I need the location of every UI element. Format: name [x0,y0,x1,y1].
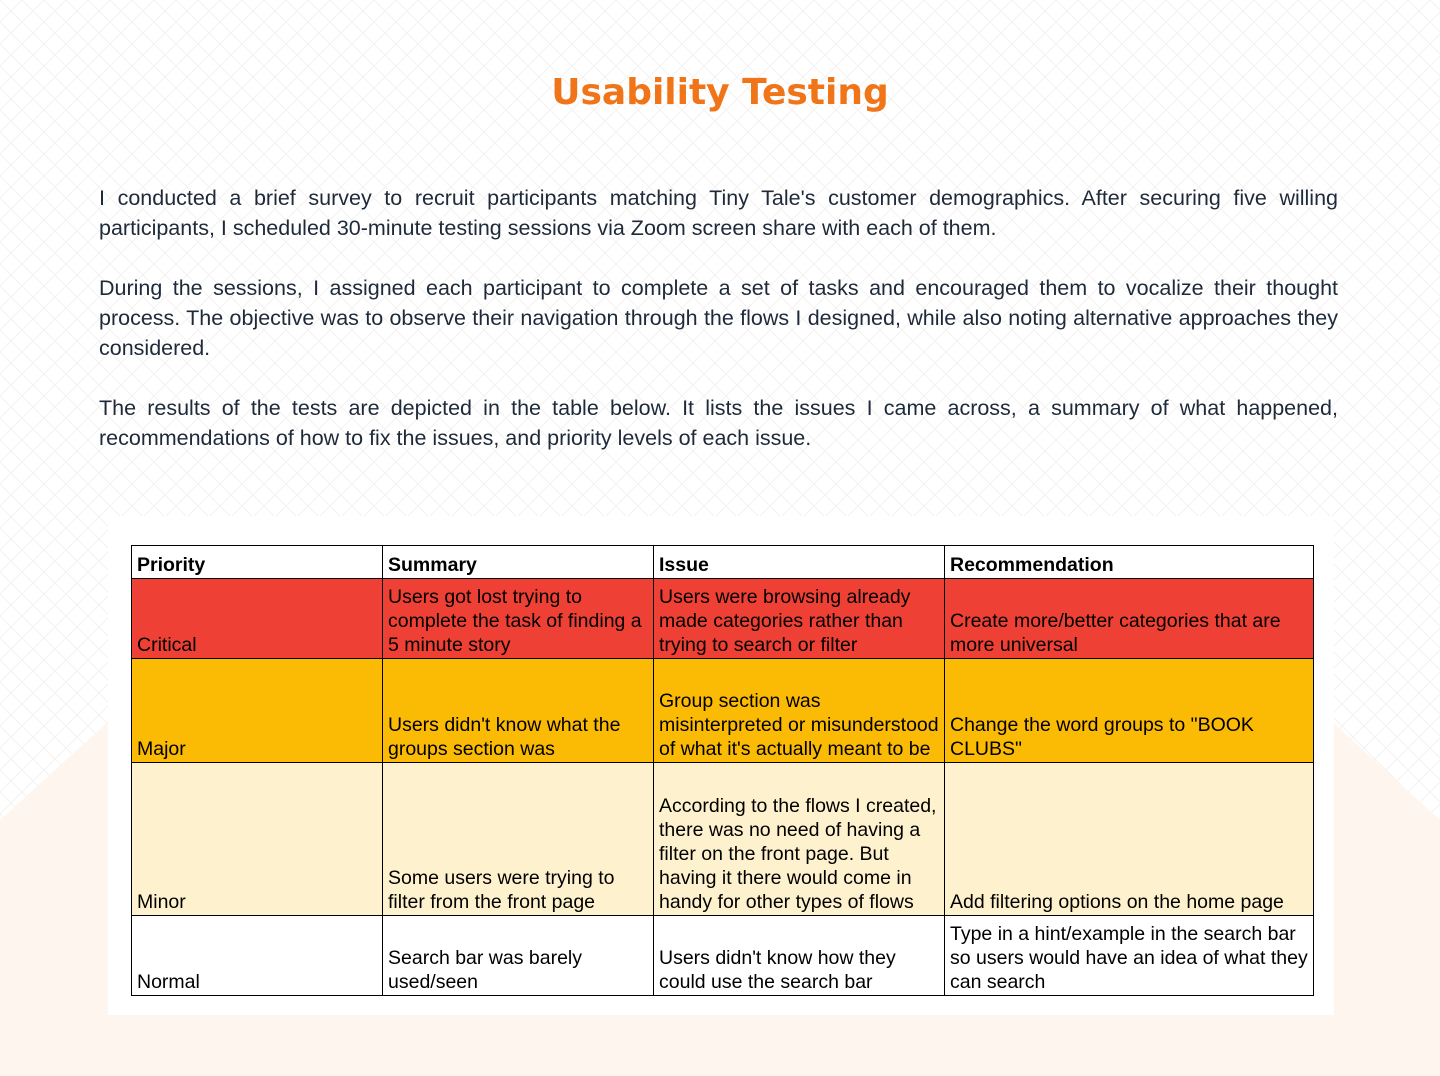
cell-summary: Users didn't know what the groups section was [383,659,654,763]
header-issue: Issue [654,546,945,579]
intro-paragraph-recruitment: I conducted a brief survey to recruit participants matching Tiny Tale's customer demographics. After securing five willing participants, I scheduled 30-minute testing sessions via Zoom screen share with each of them. [99,186,1338,240]
intro-paragraph-sessions: During the sessions, I assigned each participant to complete a set of tasks and encouraged them to vocalize their thought process. The objective was to observe their navigation through the flows I designed, while also noting alternative approaches they considered. [99,276,1338,360]
cell-recommendation: Create more/better categories that are more universal [945,579,1314,659]
header-priority: Priority [132,546,383,579]
cell-issue: Users were browsing already made categories rather than trying to search or filter [654,579,945,659]
table-row-critical [132,579,1314,659]
table-header-row [132,546,1314,579]
cell-recommendation: Change the word groups to "BOOK CLUBS" [945,659,1314,763]
cell-priority: Normal [132,916,383,996]
cell-priority: Minor [132,763,383,916]
cell-recommendation: Type in a hint/example in the search bar so users would have an idea of what they can search [945,916,1314,996]
table-row-minor [132,763,1314,916]
table-row-major [132,659,1314,763]
header-summary: Summary [383,546,654,579]
cell-priority: Critical [132,579,383,659]
cell-recommendation: Add filtering options on the home page [945,763,1314,916]
intro-paragraph-results: The results of the tests are depicted in the table below. It lists the issues I came across, a summary of what happened, recommendations of how to fix the issues, and priority levels of each issue. [99,396,1338,450]
cell-summary: Some users were trying to filter from the front page [383,763,654,916]
cell-priority: Major [132,659,383,763]
page-title: Usability Testing [551,72,889,113]
intro-text [99,183,1338,483]
cell-issue: Users didn't know how they could use the search bar [654,916,945,996]
cell-summary: Users got lost trying to complete the task of finding a 5 minute story [383,579,654,659]
header-recommendation: Recommendation [945,546,1314,579]
table-row-normal [132,916,1314,996]
cell-issue: According to the flows I created, there was no need of having a filter on the front page. But having it there would come in handy for other types of flows [654,763,945,916]
usability-results-table [131,545,1314,996]
cell-issue: Group section was misinterpreted or misunderstood of what it's actually meant to be [654,659,945,763]
cell-summary: Search bar was barely used/seen [383,916,654,996]
